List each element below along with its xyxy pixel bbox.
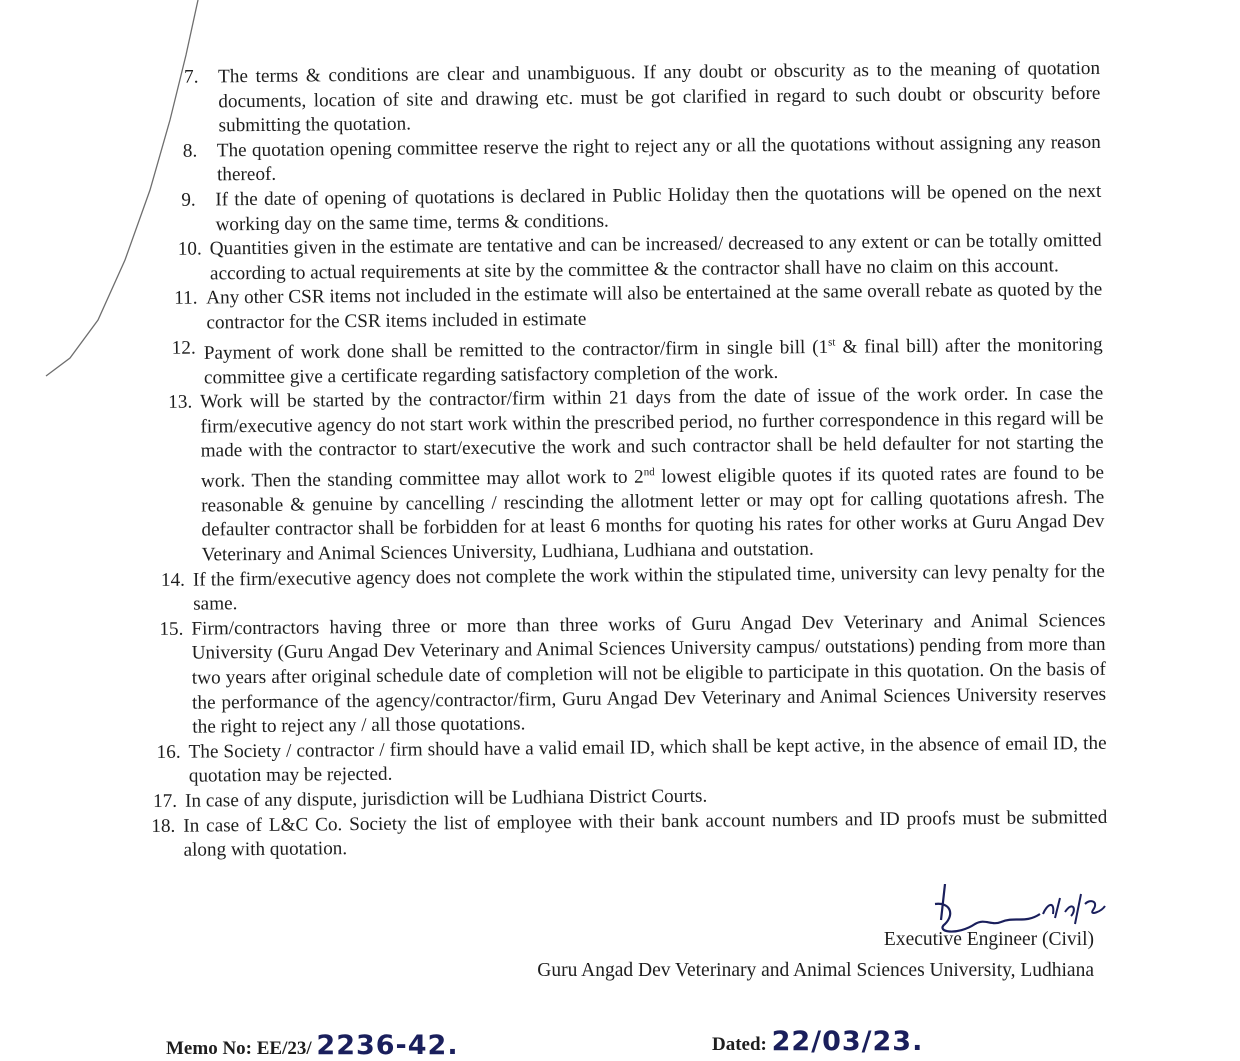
- date-label: Dated:: [712, 1034, 767, 1055]
- term-number: 15.: [159, 618, 184, 640]
- organization: Guru Angad Dev Veterinary and Animal Sciences University, Ludhiana: [537, 960, 1094, 981]
- signature-block: [537, 924, 1094, 986]
- memo-number: [166, 1030, 459, 1061]
- term-number: 13.: [168, 391, 193, 413]
- term-number: 14.: [160, 569, 186, 591]
- term-item-12: [153, 327, 1103, 391]
- date-value-handwritten: 22/03/23.: [771, 1026, 924, 1057]
- memo-date: [712, 1026, 923, 1057]
- term-item-15: [155, 609, 1106, 741]
- term-number: 10.: [177, 238, 202, 260]
- designation: Executive Engineer (Civil): [883, 929, 1094, 950]
- term-number: 11.: [174, 287, 198, 310]
- term-text: The terms & conditions are clear and unambiguous. If any doubt or obscurity as to the meaning of quotation documents, location of site and drawing etc. must be got clarified in regard to such doubt or obscurity before submitting the quotation.: [218, 57, 1101, 137]
- term-item-7: [150, 57, 1101, 140]
- term-text: In case of any dispute, jurisdiction will be Ludhiana District Courts.: [184, 785, 708, 812]
- term-text: Firm/contractors having three or more than three works of Guru Angad Dev Veterinary and Animal Sciences University (Guru Angad Dev Veterinary and Animal Sciences University campus/ outstations) pending from more than two years after original schedule date of completion will not be eligible to participate in this quotation. On the basis of the performance of the agency/contractor/firm, Guru Angad Dev Veterinary and Animal Sciences University reserves the right to reject any / all those quotations.: [191, 609, 1107, 738]
- term-text: Any other CSR items not included in the estimate will also be entertained at the same overall rebate as quoted by the contractor for the CSR items included in estimate: [206, 279, 1103, 334]
- term-text: The quotation opening committee reserve the right to reject any or all the quotations without assigning any reason thereof.: [216, 131, 1101, 186]
- term-text: If the firm/executive agency does not complete the work within the stipulated time, university can levy penalty for the same.: [192, 560, 1105, 615]
- term-text: Quantities given in the estimate are tentative and can be increased/ decreased to any extent or can be totally omitted according to actual requirements at site by the committee & the contractor shall have no claim on this account.: [209, 230, 1102, 285]
- term-number: 16.: [156, 741, 181, 763]
- term-text: If the date of opening of quotations is declared in Public Holiday then the quotations will be opened on the next working day on the same time, terms & conditions.: [215, 180, 1102, 235]
- term-item-18: [151, 805, 1107, 863]
- memo-label: Memo No: EE/23/: [166, 1038, 312, 1059]
- term-number: 8.: [182, 140, 198, 162]
- term-text: In case of L&C Co. Society the list of employee with their bank account numbers and ID proofs must be submitted along with quotation.: [183, 806, 1108, 861]
- term-text: The Society / contractor / firm should have a valid email ID, which shall be kept active, in the absence of email ID, the quotation may be rejected.: [188, 732, 1107, 788]
- term-text: Work will be started by the contractor/firm within 21 days from the date of issue of the work order. In case the firm/executive agency do not start work within the prescribed period, no further correspondence in this regard will be made with the contractor to start/executive the work and such contractor shall be held defaulter for not starting the work. Then the standing committee may allot work to 2nd lowest eligible quotes if its quoted rates are found to be reasonable & genuine by cancelling / rescinding the allotment letter or may opt for calling quotations afresh. The defaulter contractor shall be forbidden for at least 6 months for quoting his rates for other works at Guru Angad Dev Veterinary and Animal Sciences University, Ludhiana, Ludhiana and outstation.: [200, 382, 1105, 566]
- term-number: 17.: [152, 790, 178, 813]
- term-item-13: [153, 382, 1105, 569]
- memo-value-handwritten: 2236-42.: [316, 1030, 459, 1061]
- term-text: Payment of work done shall be remitted to the contractor/firm in single bill (1st & final bill) after the monitoring committee give a certificate regarding satisfactory completion of the work.: [203, 333, 1103, 389]
- term-number: 7.: [184, 66, 199, 88]
- terms-list: [150, 57, 1108, 864]
- term-number: 18.: [151, 815, 176, 837]
- term-number: 12.: [171, 337, 196, 359]
- term-number: 9.: [181, 189, 196, 211]
